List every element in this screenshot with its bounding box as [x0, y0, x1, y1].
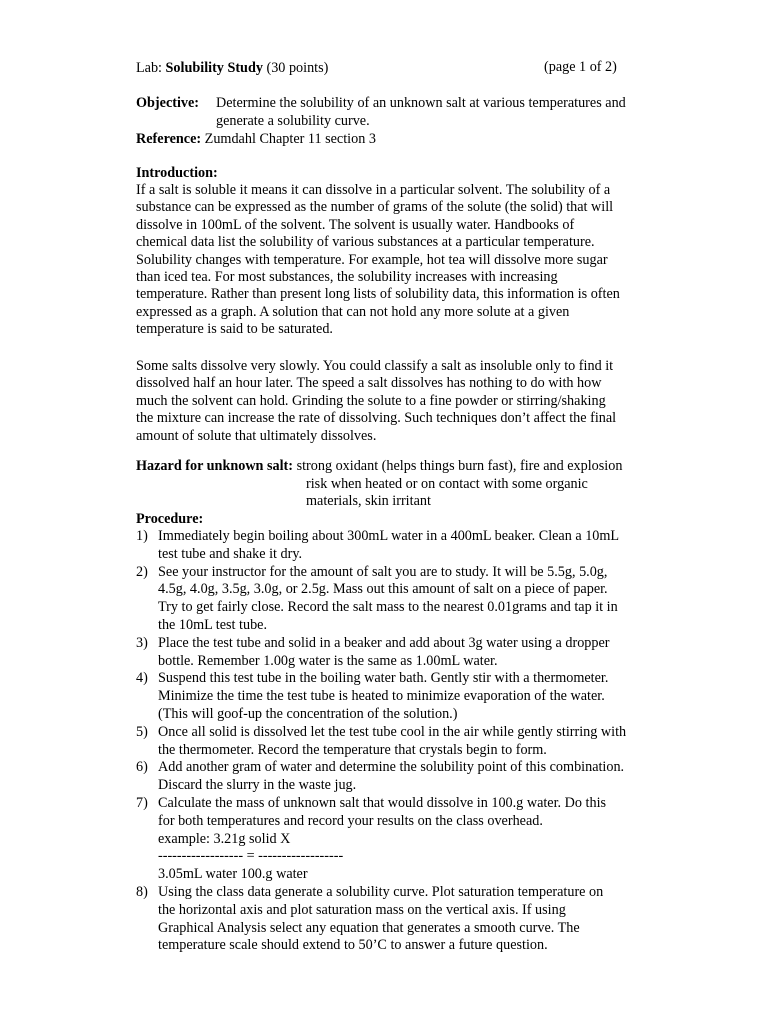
- step-number: 1): [136, 528, 148, 544]
- step-line: the 10mL test tube.: [158, 616, 268, 633]
- procedure-step-4: [136, 670, 676, 723]
- step-line: test tube and shake it dry.: [158, 545, 303, 562]
- step-line: See your instructor for the amount of salt you are to study. It will be 5.5g, 5.0g,: [158, 563, 608, 580]
- step-line: the thermometer. Record the temperature that crystals begin to form.: [158, 741, 547, 758]
- step-line: bottle. Remember 1.00g water is the same as 1.00mL water.: [158, 652, 498, 669]
- step-line: Graphical Analysis select any equation that generates a smooth curve. The: [158, 919, 580, 936]
- step-line: (This will goof-up the concentration of the solution.): [158, 705, 458, 722]
- step-number: 5): [136, 723, 148, 740]
- objective-label: Objective:: [136, 95, 200, 111]
- lab-prefix: Lab:: [136, 60, 166, 76]
- example-line-2: ------------------ = ------------------: [158, 848, 344, 865]
- step-line: Suspend this test tube in the boiling water bath. Gently stir with a thermometer.: [158, 670, 609, 687]
- intro-p1-line: dissolve in 100mL of the solvent. The solvent is usually water. Handbooks of: [136, 216, 575, 233]
- hazard-line-2: risk when heated or on contact with some organic: [306, 476, 588, 492]
- step-line: temperature scale should extend to 50’C to answer a future question.: [158, 937, 548, 954]
- hazard-text-1: strong oxidant (helps things burn fast), fire and explosion: [293, 458, 623, 474]
- intro-p1-line: chemical data list the solubility of various substances at a particular temperature.: [136, 234, 595, 251]
- step-number: 8): [136, 883, 148, 900]
- step-line: Add another gram of water and determine the solubility point of this combination.: [158, 759, 625, 776]
- intro-p2-line: dissolved half an hour later. The speed a salt dissolves has nothing to do with how: [136, 375, 602, 392]
- hazard-line-1: [136, 457, 622, 475]
- step-line: Calculate the mass of unknown salt that would dissolve in 100.g water. Do this: [158, 794, 607, 811]
- reference-label: Reference:: [136, 131, 202, 147]
- intro-p1-line: If a salt is soluble it means it can dissolve in a particular solvent. The solubility of a: [136, 182, 611, 198]
- objective-text-1: Determine the solubility of an unknown salt at various temperatures and: [216, 95, 626, 111]
- procedure-list: [136, 528, 676, 955]
- lab-header: [136, 59, 328, 77]
- procedure-step-5: [136, 724, 676, 760]
- procedure-step-2: [136, 564, 676, 635]
- step-number: 2): [136, 563, 148, 580]
- intro-p2-line: the mixture can increase the rate of dissolving. Such techniques don’t affect the final: [136, 410, 617, 427]
- lab-title: Solubility Study: [165, 60, 263, 76]
- step-number: 3): [136, 634, 148, 651]
- procedure-step-7: [136, 795, 676, 884]
- introduction-paragraph-2: [136, 358, 656, 445]
- example-line-3: 3.05mL water 100.g water: [158, 866, 308, 883]
- procedure-step-6: [136, 759, 676, 795]
- step-line: Using the class data generate a solubility curve. Plot saturation temperature on: [158, 883, 604, 900]
- introduction-heading: Introduction:: [136, 165, 218, 181]
- step-line: Once all solid is dissolved let the test tube cool in the air while gently stirring with: [158, 723, 627, 740]
- step-number: 4): [136, 670, 148, 687]
- page-number: (page 1 of 2): [544, 59, 617, 75]
- reference-line: [136, 130, 376, 148]
- hazard-label: Hazard for unknown salt:: [136, 458, 294, 474]
- intro-p1-line: than iced tea. For most substances, the solubility increases with increasing: [136, 269, 558, 286]
- step-line: Minimize the time the test tube is heated to minimize evaporation of the water.: [158, 688, 605, 705]
- step-number: 7): [136, 794, 148, 811]
- step-line: Place the test tube and solid in a beaker and add about 3g water using a dropper: [158, 634, 610, 651]
- procedure-step-3: [136, 635, 676, 671]
- hazard-line-3: materials, skin irritant: [306, 493, 431, 509]
- step-line: for both temperatures and record your results on the class overhead.: [158, 812, 543, 829]
- intro-p1-line: substance can be expressed as the number of grams of the solute (the solid) that will: [136, 199, 614, 216]
- introduction-paragraph-1: [136, 182, 656, 339]
- lab-points: (30 points): [262, 60, 329, 76]
- example-line-1: example: 3.21g solid X: [158, 830, 291, 847]
- objective-line-1: [136, 94, 626, 112]
- step-line: Immediately begin boiling about 300mL water in a 400mL beaker. Clean a 10mL: [158, 528, 620, 544]
- step-line: Discard the slurry in the waste jug.: [158, 777, 357, 794]
- intro-p2-line: much the solvent can hold. Grinding the solute to a fine powder or stirring/shaking: [136, 392, 606, 409]
- intro-p2-line: amount of solute that ultimately dissolves.: [136, 427, 377, 444]
- intro-p1-line: temperature is said to be saturated.: [136, 321, 333, 338]
- step-line: the horizontal axis and plot saturation mass on the vertical axis. If using: [158, 901, 566, 918]
- objective-line-2: generate a solubility curve.: [216, 113, 370, 129]
- intro-p1-line: expressed as a graph. A solution that can not hold any more solute at a given: [136, 303, 570, 320]
- reference-text: Zumdahl Chapter 11 section 3: [201, 131, 376, 147]
- intro-p1-line: temperature. Rather than present long lists of solubility data, this information is often: [136, 286, 620, 303]
- step-line: Try to get fairly close. Record the salt mass to the nearest 0.01grams and tap it in: [158, 599, 618, 616]
- procedure-heading: Procedure:: [136, 511, 204, 527]
- intro-p2-line: Some salts dissolve very slowly. You could classify a salt as insoluble only to find it: [136, 358, 614, 374]
- procedure-step-1: [136, 528, 676, 564]
- step-line: 4.5g, 4.0g, 3.5g, 3.0g, or 2.5g. Mass out this amount of salt on a piece of paper.: [158, 581, 608, 598]
- intro-p1-line: Solubility changes with temperature. For example, hot tea will dissolve more sugar: [136, 251, 608, 268]
- step-number: 6): [136, 759, 148, 776]
- procedure-step-8: [136, 884, 676, 955]
